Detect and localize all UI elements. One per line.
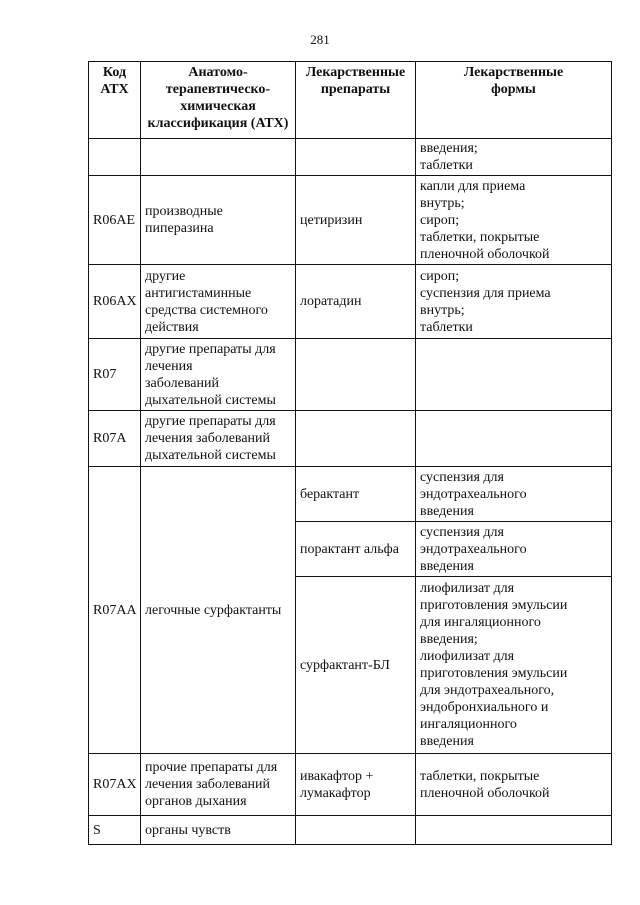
header-classification: Анатомо- терапевтическо- химическая классификация (АТХ) bbox=[141, 62, 296, 139]
row-classification: органы чувств bbox=[141, 816, 296, 845]
row-drug: цетиризин bbox=[296, 176, 416, 265]
table-row bbox=[89, 265, 612, 339]
row-drug: сурфактант-БЛ bbox=[296, 577, 416, 754]
table-row bbox=[89, 816, 612, 845]
row-code: R07AX bbox=[89, 754, 141, 816]
table-row bbox=[89, 754, 612, 816]
row-drug bbox=[296, 139, 416, 176]
row-form: суспензия для эндотрахеального введения bbox=[416, 522, 612, 577]
row-code: R07A bbox=[89, 411, 141, 467]
row-form: введения; таблетки bbox=[416, 139, 612, 176]
row-drug bbox=[296, 339, 416, 411]
atx-drug-table bbox=[88, 61, 612, 845]
row-form bbox=[416, 339, 612, 411]
row-code: S bbox=[89, 816, 141, 845]
row-classification bbox=[141, 139, 296, 176]
table-row bbox=[89, 339, 612, 411]
row-classification: другие препараты для лечения заболеваний дыхательной системы bbox=[141, 339, 296, 411]
header-code: Код АТХ bbox=[89, 62, 141, 139]
row-drug: лоратадин bbox=[296, 265, 416, 339]
table-row bbox=[89, 176, 612, 265]
row-drug: берактант bbox=[296, 467, 416, 522]
table-row bbox=[89, 139, 612, 176]
row-drug: ивакафтор + лумакафтор bbox=[296, 754, 416, 816]
row-code: R06AX bbox=[89, 265, 141, 339]
table-row bbox=[89, 411, 612, 467]
row-form: капли для приема внутрь; сироп; таблетки, покрытые пленочной оболочкой bbox=[416, 176, 612, 265]
row-classification: другие антигистаминные средства системного действия bbox=[141, 265, 296, 339]
row-classification: легочные сурфактанты bbox=[141, 467, 296, 754]
header-drugs: Лекарственные препараты bbox=[296, 62, 416, 139]
row-form bbox=[416, 816, 612, 845]
row-form: таблетки, покрытые пленочной оболочкой bbox=[416, 754, 612, 816]
row-drug bbox=[296, 411, 416, 467]
row-form bbox=[416, 411, 612, 467]
row-drug bbox=[296, 816, 416, 845]
row-classification: производные пиперазина bbox=[141, 176, 296, 265]
row-classification: прочие препараты для лечения заболеваний органов дыхания bbox=[141, 754, 296, 816]
row-code bbox=[89, 139, 141, 176]
row-classification: другие препараты для лечения заболеваний дыхательной системы bbox=[141, 411, 296, 467]
row-code: R07AA bbox=[89, 467, 141, 754]
row-code: R07 bbox=[89, 339, 141, 411]
row-form: лиофилизат для приготовления эмульсии для ингаляционного введения; лиофилизат для приготовления эмульсии для эндотрахеального, эндобронхиального и ингаляционного введения bbox=[416, 577, 612, 754]
row-code: R06AE bbox=[89, 176, 141, 265]
row-form: сироп; суспензия для приема внутрь; таблетки bbox=[416, 265, 612, 339]
table-header-row bbox=[89, 62, 612, 139]
header-forms: Лекарственные формы bbox=[416, 62, 612, 139]
table-row bbox=[89, 467, 612, 522]
page-number: 281 bbox=[310, 32, 330, 47]
row-drug: порактант альфа bbox=[296, 522, 416, 577]
row-form: суспензия для эндотрахеального введения bbox=[416, 467, 612, 522]
